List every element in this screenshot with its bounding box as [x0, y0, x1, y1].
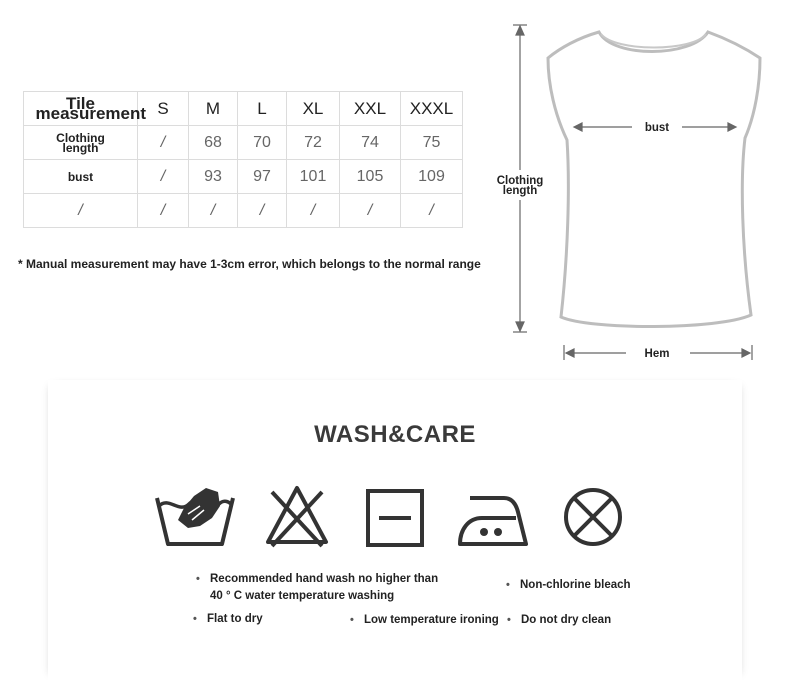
table-cell: 68: [189, 126, 238, 160]
table-cell: 72: [287, 126, 340, 160]
measurement-note: * Manual measurement may have 1-3cm error, which belongs to the normal range: [18, 257, 481, 271]
table-cell: 105: [340, 160, 401, 194]
header-label: Tile measurement: [35, 93, 147, 123]
table-cell: 93: [189, 160, 238, 194]
care-text: Do not dry clean: [521, 614, 612, 626]
care-text: Flat to dry: [207, 613, 263, 625]
bullet: •: [196, 573, 200, 585]
header-size: XL: [287, 92, 340, 126]
table-cell: /: [401, 194, 463, 228]
hem-label: Hem: [644, 348, 670, 360]
row-label-text: Clothing length: [56, 130, 105, 155]
care-item-dry-clean: [507, 612, 612, 629]
bullet: •: [350, 614, 354, 626]
table-cell: /: [138, 194, 189, 228]
hand-wash-icon: [154, 484, 236, 550]
do-not-bleach-icon: [264, 484, 330, 548]
header-size: M: [189, 92, 238, 126]
care-text: Non-chlorine bleach: [520, 579, 631, 591]
care-item-hand-wash: [196, 571, 439, 605]
care-item-dry: [193, 611, 263, 628]
care-item-iron: [350, 612, 499, 629]
bullet: •: [193, 613, 197, 625]
header-size: L: [238, 92, 287, 126]
table-cell: /: [138, 160, 189, 194]
table-cell: /: [287, 194, 340, 228]
length-label: Clothing length: [496, 175, 544, 197]
care-item-bleach: [506, 577, 631, 594]
care-text: Recommended hand wash no higher than: [210, 573, 439, 585]
row-label: /: [24, 194, 138, 228]
do-not-dry-clean-icon: [562, 486, 624, 548]
bullet: •: [507, 614, 511, 626]
dry-flat-icon: [366, 489, 424, 547]
table-cell: 75: [401, 126, 463, 160]
table-cell: 97: [238, 160, 287, 194]
header-size: S: [138, 92, 189, 126]
table-cell: /: [189, 194, 238, 228]
iron-low-temp-icon: [456, 494, 532, 548]
wash-care-title: WASH&CARE: [314, 421, 476, 448]
table-cell: 70: [238, 126, 287, 160]
table-cell: /: [340, 194, 401, 228]
bullet: •: [506, 579, 510, 591]
table-cell: /: [138, 126, 189, 160]
shirt-outline: [548, 32, 760, 327]
care-text: 40 ° C water temperature washing: [210, 590, 395, 602]
table-cell: 101: [287, 160, 340, 194]
row-label: bust: [24, 160, 138, 194]
care-text: Low temperature ironing: [364, 614, 499, 626]
table-cell: /: [238, 194, 287, 228]
header-size: XXL: [340, 92, 401, 126]
bust-label: bust: [644, 122, 670, 134]
header-size: XXXL: [401, 92, 463, 126]
table-cell: 109: [401, 160, 463, 194]
table-cell: 74: [340, 126, 401, 160]
